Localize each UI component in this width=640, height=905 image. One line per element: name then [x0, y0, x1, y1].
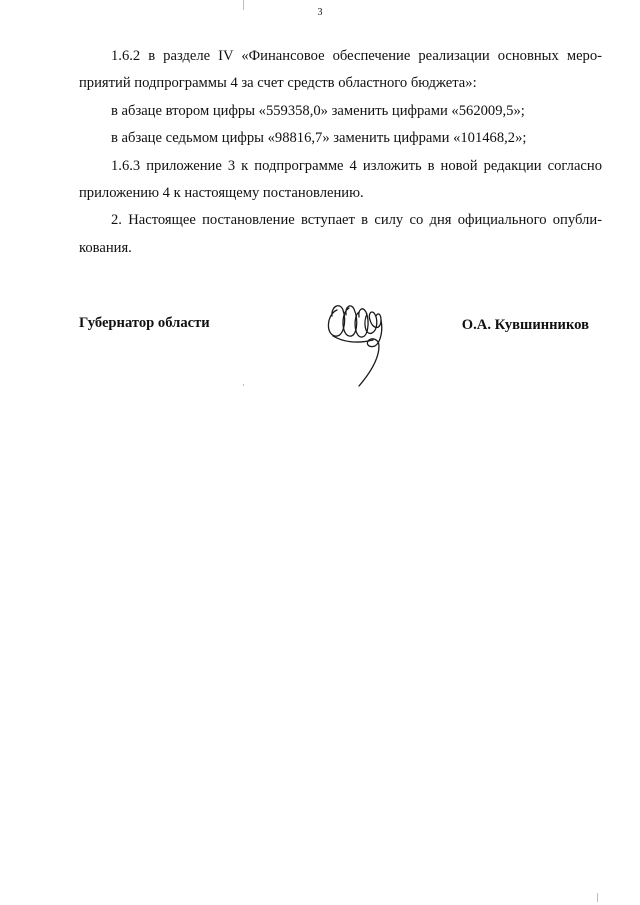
- paragraph-second-abzats: [79, 98, 602, 125]
- paragraph-1-6-2: [79, 43, 602, 98]
- signer-name: О.А. Кувшинников: [461, 317, 589, 333]
- paragraph-seventh-abzats: [79, 125, 602, 152]
- scan-artifact: [243, 384, 244, 386]
- paragraph-line: кования.: [79, 239, 132, 256]
- paragraph-line: 2. Настоящее постановление вступает в силу со дня официального опубли-: [111, 212, 602, 229]
- page-number: 3: [317, 7, 323, 18]
- paragraph-2-effective-date: [79, 207, 602, 262]
- paragraph-line: в абзаце седьмом цифры «98816,7» заменить цифрами «101468,2»;: [111, 130, 527, 147]
- paragraph-line: приятий подпрограммы 4 за счет средств областного бюджета»:: [79, 75, 477, 92]
- document-body: [79, 43, 602, 262]
- paragraph-1-6-3: [79, 153, 602, 208]
- handwritten-signature: [323, 300, 401, 392]
- paragraph-line: 1.6.2 в разделе IV «Финансовое обеспечение реализации основных меро-: [111, 48, 602, 64]
- scan-artifact: [243, 0, 244, 10]
- signature-block: [79, 310, 602, 400]
- signer-position: Губернатор области: [79, 315, 210, 331]
- paragraph-line: 1.6.3 приложение 3 к подпрограмме 4 изложить в новой редакции согласно: [111, 157, 602, 174]
- paragraph-line: приложению 4 к настоящему постановлению.: [79, 185, 364, 202]
- scan-artifact: [597, 893, 598, 902]
- paragraph-line: в абзаце втором цифры «559358,0» заменить цифрами «562009,5»;: [111, 102, 525, 119]
